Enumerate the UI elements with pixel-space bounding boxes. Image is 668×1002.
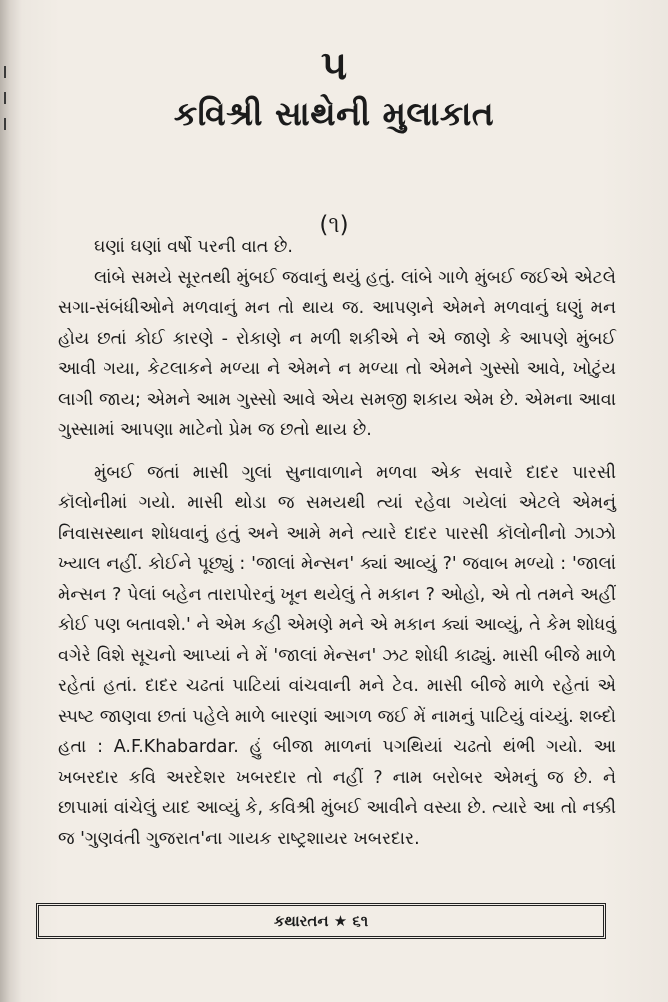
paragraph: ઘણાં ઘણાં વર્ષો પરની વાત છે. <box>94 237 293 257</box>
body-text <box>58 232 616 854</box>
paragraph: મુંબઈ જતાં માસી ગુલાં સુનાવાળાને મળવા એક સવારે દાદર પારસી કૉલોનીમાં ગયો. માસી થોડા જ સમયથી ત્યાં રહેવા ગયેલાં એટલે એમનું નિવાસસ્થાન શોધવાનું હતું અને આમે મને ત્યારે દાદર પારસી કૉલોનીનો ઝાઝો ખ્યાલ નહીં. કોઈને પૂછ્યું : 'જાલાં મેન્સન' ક્યાં આવ્યું ?' જવાબ મળ્યો : 'જાલાં મેન્સન ? પેલાં બહેન તારાપોરનું ખૂન થયેલું તે મકાન ? ઓહો, એ તો તમને અહીં કોઈ પણ બતાવશે.' ને એમ કહી એમણે મને એ મકાન ક્યાં આવ્યું, તે કેમ શોધવું વગેરે વિશે સૂચનો આપ્યાં ને મેં 'જાલાં મેન્સન' ઝટ શોધી કાઢ્યું. માસી બીજે માળે રહેતાં હતાં. દાદર ચઢતાં પાટિયાં વાંચવાની મને ટેવ. માસી બીજે માળે રહેતાં એ સ્પષ્ટ જાણવા છતાં પહેલે માળે બારણાં આગળ જઈ મેં નામનું પાટિયું વાંચ્યું. શબ્દો હતા : A.F.Khabardar. હું બીજા માળનાં પગથિયાં ચઢતો થંભી ગયો. આ ખબરદાર કવિ અરદેશર ખબરદાર તો નહીં ? નામ બરોબર એમનું જ છે. ને છાપામાં વાંચેલું યાદ આવ્યું કે, કવિશ્રી મુંબઈ આવીને વસ્યા છે. ત્યારે આ તો નક્કી જ 'ગુણવંતી ગુજરાત'ના ગાયક રાષ્ટ્રશાયર ખબરદાર. <box>58 462 616 849</box>
page-footer <box>36 903 606 939</box>
chapter-number: ૫ <box>320 43 348 89</box>
footer-text: કથારતન ★ ૬૧ <box>273 912 369 930</box>
chapter-title: કવિશ્રી સાથેની મુલાકાત <box>173 94 495 133</box>
section-number: (૧) <box>319 212 349 238</box>
paragraph: લાંબે સમયે સૂરતથી મુંબઈ જવાનું થયું હતું. લાંબે ગાળે મુંબઈ જઈએ એટલે સગા-સંબંધીઓને મળવાનું મન તો થાય જ. આપણને એમને મળવાનું ઘણું મન હોય છતાં કોઈ કારણે - રોકાણે ન મળી શકીએ ને એ જાણે કે આપણે મુંબઈ આવી ગયા, કેટલાકને મળ્યા ને એમને ન મળ્યા તો એમને ગુસ્સો આવે, ખોટુંય લાગી જાય; એમને આમ ગુસ્સો આવે એય સમજી શકાય એમ છે. એમના આવા ગુસ્સામાં આપણા માટેનો પ્રેમ જ છતો થાય છે. <box>58 267 616 440</box>
